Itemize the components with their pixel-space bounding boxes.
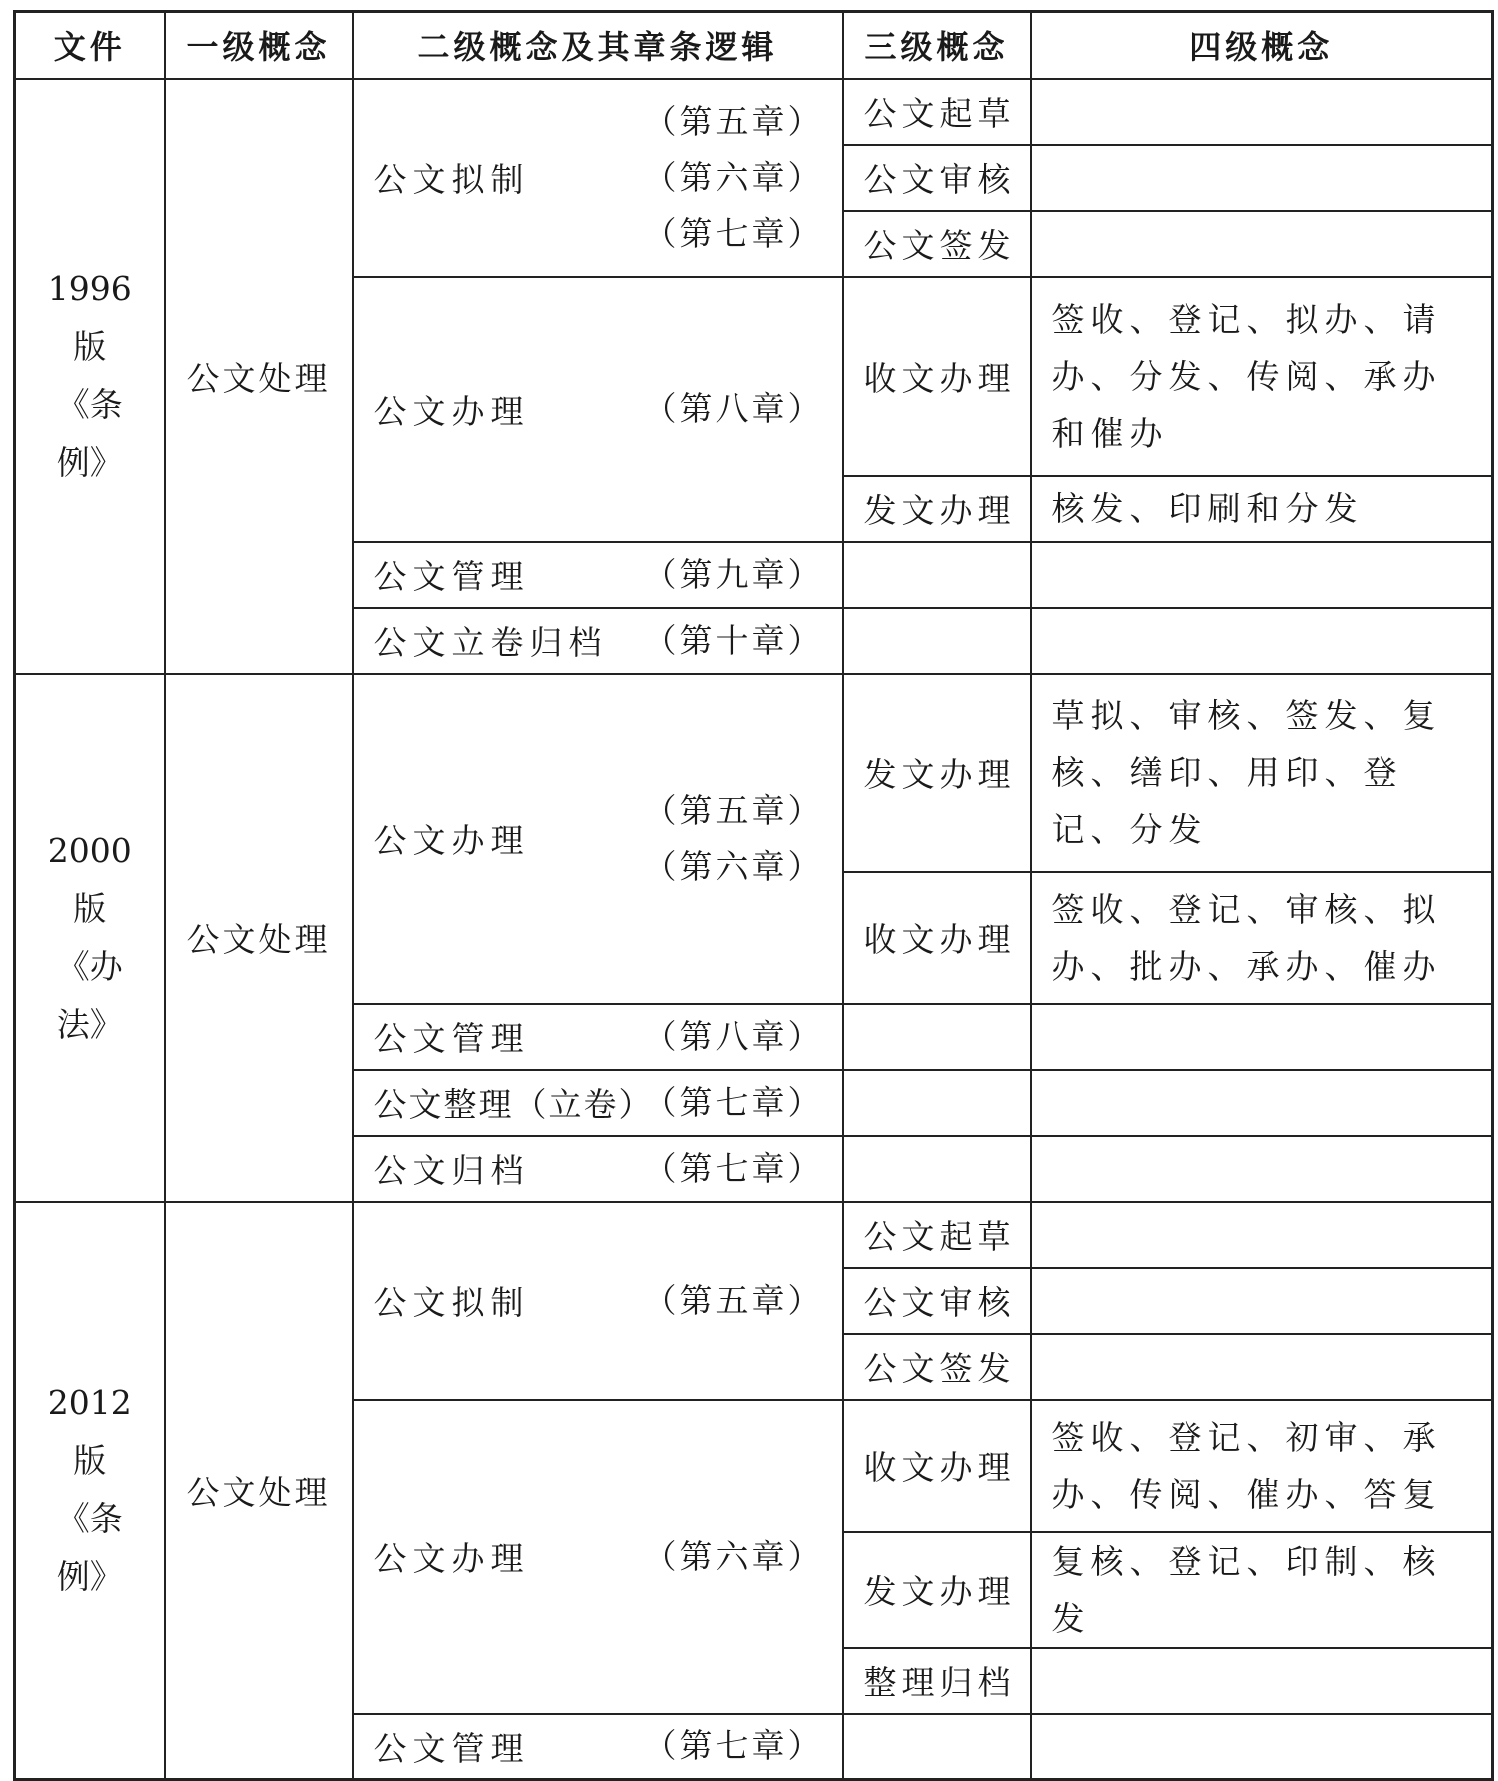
chapter-label: （第十章）: [643, 620, 824, 660]
level3-cell: [843, 542, 1031, 608]
level2-1996-draft: 公文拟制 （第五章） （第六章） （第七章）: [353, 79, 843, 277]
level4-cell: 核发、印刷和分发: [1031, 476, 1493, 542]
chapter-label: （第六章）: [643, 157, 824, 197]
level3-cell: [843, 1714, 1031, 1780]
level2-2000-handle: 公文办理 （第五章） （第六章）: [353, 674, 843, 1004]
level2-2012-draft: 公文拟制 （第五章）: [353, 1202, 843, 1400]
level1-2012: 公文处理: [165, 1202, 353, 1780]
level4-cell: 复核、登记、印制、核发: [1031, 1532, 1493, 1648]
level2-2000-manage: 公文管理 （第八章）: [353, 1004, 843, 1070]
level3-cell: 整理归档: [843, 1648, 1031, 1714]
table-row: [15, 674, 1493, 872]
level4-cell: 签收、登记、初审、承办、传阅、催办、答复: [1031, 1400, 1493, 1532]
level3-cell: 收文办理: [843, 277, 1031, 476]
level1-1996: 公文处理: [165, 79, 353, 674]
chapter-label: （第五章）: [643, 1280, 824, 1320]
level4-cell: [1031, 1136, 1493, 1202]
level4-cell: [1031, 1202, 1493, 1268]
level2-2012-manage: 公文管理 （第七章）: [353, 1714, 843, 1780]
chapter-label: （第六章）: [643, 1536, 824, 1576]
level3-cell: 公文起草: [843, 1202, 1031, 1268]
chapter-label: （第七章）: [643, 1148, 824, 1188]
level4-cell: [1031, 211, 1493, 277]
level4-cell: 草拟、审核、签发、复核、缮印、用印、登记、分发: [1031, 674, 1493, 872]
table-row: [15, 79, 1493, 145]
header-level1: 一级概念: [165, 12, 353, 79]
table-row: [15, 1202, 1493, 1268]
concept-table: [13, 10, 1494, 1781]
level3-cell: [843, 1136, 1031, 1202]
level4-cell: 签收、登记、审核、拟办、批办、承办、催办: [1031, 872, 1493, 1004]
doc-1996: 1996 版 《条例》: [15, 79, 165, 674]
chapter-label: （第五章）: [643, 101, 824, 141]
chapter-label: （第八章）: [643, 1016, 824, 1056]
level4-cell: [1031, 1004, 1493, 1070]
level4-cell: [1031, 79, 1493, 145]
level4-cell: [1031, 1334, 1493, 1400]
level3-cell: 发文办理: [843, 1532, 1031, 1648]
level3-cell: 公文起草: [843, 79, 1031, 145]
level3-cell: 收文办理: [843, 872, 1031, 1004]
level3-cell: 收文办理: [843, 1400, 1031, 1532]
level4-cell: [1031, 1648, 1493, 1714]
header-level4: 四级概念: [1031, 12, 1493, 79]
level2-1996-archive: 公文立卷归档 （第十章）: [353, 608, 843, 674]
chapter-label: （第六章）: [643, 846, 824, 886]
level4-cell: [1031, 145, 1493, 211]
level1-2000: 公文处理: [165, 674, 353, 1202]
level2-1996-manage: 公文管理 （第九章）: [353, 542, 843, 608]
level4-cell: [1031, 1268, 1493, 1334]
level2-2012-handle: 公文办理 （第六章）: [353, 1400, 843, 1714]
level3-cell: 发文办理: [843, 476, 1031, 542]
level3-cell: [843, 1004, 1031, 1070]
level3-cell: 公文审核: [843, 1268, 1031, 1334]
doc-2012: 2012 版 《条例》: [15, 1202, 165, 1780]
chapter-label: （第七章）: [643, 1082, 824, 1122]
level2-1996-handle: 公文办理 （第八章）: [353, 277, 843, 542]
chapter-label: （第七章）: [643, 1726, 824, 1766]
chapter-label: （第七章）: [643, 213, 824, 253]
level3-cell: [843, 608, 1031, 674]
level2-2000-archive: 公文归档 （第七章）: [353, 1136, 843, 1202]
level4-cell: [1031, 1070, 1493, 1136]
header-doc: 文件: [15, 12, 165, 79]
header-level3: 三级概念: [843, 12, 1031, 79]
chapter-label: （第五章）: [643, 790, 824, 830]
level3-cell: [843, 1070, 1031, 1136]
level4-cell: 签收、登记、拟办、请办、分发、传阅、承办和催办: [1031, 277, 1493, 476]
level3-cell: 公文签发: [843, 211, 1031, 277]
level3-cell: 发文办理: [843, 674, 1031, 872]
chapter-label: （第八章）: [643, 389, 824, 428]
level4-cell: [1031, 608, 1493, 674]
level2-2000-organize: 公文整理（立卷） （第七章）: [353, 1070, 843, 1136]
level3-cell: 公文审核: [843, 145, 1031, 211]
chapter-label: （第九章）: [643, 554, 824, 594]
level4-cell: [1031, 542, 1493, 608]
doc-2000: 2000 版 《办法》: [15, 674, 165, 1202]
level3-cell: 公文签发: [843, 1334, 1031, 1400]
header-level2: 二级概念及其章条逻辑: [353, 12, 843, 79]
header-row: [15, 12, 1493, 79]
level4-cell: [1031, 1714, 1493, 1780]
